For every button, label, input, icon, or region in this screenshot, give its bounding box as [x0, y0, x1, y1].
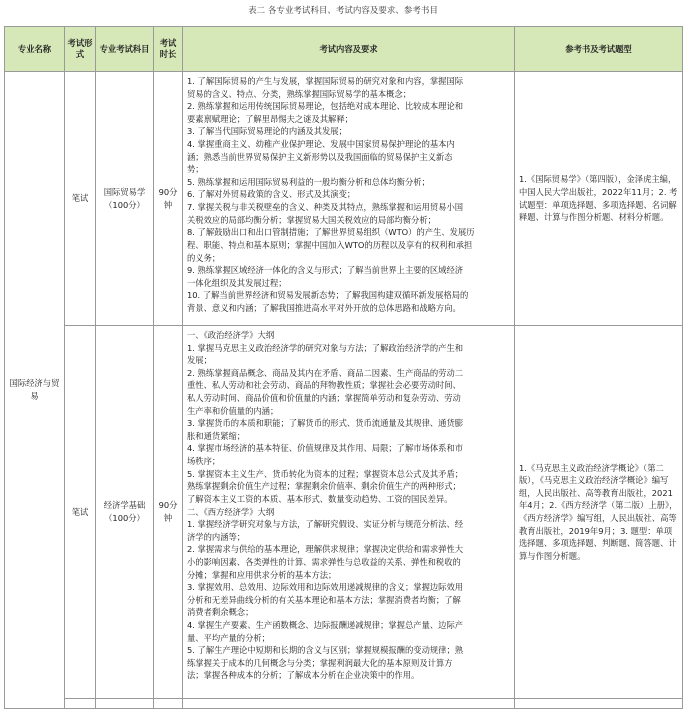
text-line: 发展； [187, 355, 212, 366]
text-line: 2. 掌握需求与供给的基本理论，理解供求规律；掌握决定供给和需求弹性大 [187, 544, 464, 555]
duration-cell: 90分钟 [154, 326, 183, 699]
text-line: 5. 掌握资本主义生产、货币转化为资本的过程；掌握资本总公式及其矛盾； [187, 468, 464, 479]
text-line: 6. 了解对外贸易政策的含义、形式及其演变； [187, 189, 356, 200]
subject-cell: 国际贸易学（100分） [96, 72, 154, 326]
text-line: 胀和通货紧缩； [187, 430, 246, 441]
form-cell: 笔试 [65, 72, 96, 326]
text-line: 2. 考试题型：单项选择题、多项选择 [519, 186, 678, 210]
text-line: 程、职能、特点和基本原则；掌握中国加入WTO的历程以及享有的权利和承担 [187, 239, 473, 250]
text-line: 2. 熟练掌握商品概念、商品及其内在矛盾、商品二因素、生产商品的劳动二 [187, 367, 464, 378]
text-line: 重性、私人劳动和社会劳动、商品的拜物教性质；掌握社会必要劳动时间、 [187, 380, 461, 391]
content-cell [183, 326, 515, 699]
text-line: 虎主编，中国人民大学出版社，2022 [519, 174, 677, 197]
text-line: 4. 掌握重商主义、幼稚产业保护理论、发展中国家贸易保护理论的基本内 [187, 139, 455, 150]
text-line: 1. 掌握马克思主义政治经济学的研究对象与方法；了解政治经济学的产生和 [187, 342, 464, 353]
text-line: 4. 掌握生产要素、生产函数概念、边际报酬递减规律；掌握总产量、边际产 [187, 620, 464, 631]
text-line: 年11月； [623, 186, 659, 197]
text-line: 私人劳动时间、商品价值和价值量的内涵；掌握简单劳动和复杂劳动、劳动 [187, 393, 461, 404]
header-form: 考试形式 [65, 27, 96, 72]
table-row [5, 326, 683, 699]
empty-cell [183, 699, 515, 709]
text-line: 8. 了解鼓励出口和出口管制措施；了解世界贸易组织（WTO）的产生、发展历 [187, 227, 475, 238]
empty-cell [96, 699, 154, 709]
duration-cell: 90分钟 [154, 72, 183, 326]
text-line: 9. 熟练掌握区域经济一体化的含义与形式；了解当前世界上主要的区域经济 [187, 265, 464, 276]
text-line: 1. 掌握经济学研究对象与方法，了解研究假设、实证分析与规范分析法、经 [187, 519, 464, 530]
text-line: 练掌握关于成本的几何概念与分类；掌握利润最大化的基本原则及计算方 [187, 657, 453, 668]
text-line: 分摊；掌握和应用供求分析的基本方法； [187, 569, 337, 580]
header-row [5, 27, 683, 72]
text-line: 一、《政治经济学》大纲 [187, 330, 275, 340]
refs-cell [515, 326, 683, 699]
text-line: 关税效应的局部均衡分析；掌握贸易大国关税效应的局部均衡分析； [187, 214, 436, 225]
text-line: 二、《西方经济学》大纲 [187, 506, 275, 517]
text-line: 背景、意义和内涵；了解我国推进高水平对外开放的总体思路和战略方向。 [187, 302, 461, 313]
header-major: 专业名称 [5, 27, 65, 72]
header-duration: 考试时长 [154, 27, 183, 72]
empty-cell [154, 699, 183, 709]
text-line: 了解资本主义工资的本质、基本形式、数量变动趋势、工资的国民差异。 [187, 493, 453, 504]
text-line: 2.《西方经济学（第二版）上册》， [549, 500, 678, 511]
header-subject: 专业考试科目 [96, 27, 154, 72]
text-line: 3. 了解当代国际贸易理论的内涵及其发展； [187, 126, 347, 137]
text-line: 法；掌握各种成本的分析；了解成本分析在企业决策中的作用。 [187, 670, 420, 681]
text-line: 小的影响因素、各类弹性的计算、需求弹性与总收益的关系、弹性和税收的 [187, 556, 461, 567]
text-line: 判断题、简答题、计算与作图分析题 [519, 538, 677, 561]
text-line: 分析和无差异曲线分析的有关基本理论和基本方法；掌握消费者均衡；了解 [187, 594, 461, 605]
text-line: 。 [577, 550, 586, 561]
text-line: 、高等教育出版社，2019年9月； [519, 513, 677, 536]
refs-cell [515, 72, 683, 326]
text-line: 一体化组织及其发展过程； [187, 277, 287, 288]
empty-cell [65, 699, 96, 709]
exam-table [4, 26, 683, 709]
text-line: 1. 了解国际贸易的产生与发展，掌握国际贸易的研究对象和内容，掌握国际 [187, 76, 464, 86]
text-line: 熟练掌握剩余价值生产过程；掌握剩余价值率、剩余价值生产的两种形式； [187, 481, 461, 492]
text-line: 1.《国际贸易学》（第四版），金泽 [519, 174, 644, 185]
text-line: 教育出版社，2021年4月； [519, 487, 673, 511]
text-line: 《西方经济学》编写组，人民出版社 [519, 513, 652, 523]
subject-cell: 经济学基础（100分） [96, 326, 154, 699]
text-line: 势； [187, 164, 204, 175]
text-line: 3. 掌握效用、总效用、边际效用和边际效用递减规律的含义；掌握边际效用 [187, 582, 464, 593]
text-line: 5. 熟练掌握和运用国际贸易利益的一般均衡分析和总体均衡分析； [187, 176, 430, 187]
form-cell: 笔试 [65, 326, 96, 699]
text-line: （第二版），《马克思主义政治经济 [519, 462, 664, 486]
table-row [5, 699, 683, 709]
text-line: 3. 掌握货币的本质和职能；了解货币的形式、货币流通量及其规律、通货膨 [187, 418, 464, 429]
text-line: 3. 题型：单项选择题、多项选择题、 [519, 525, 673, 549]
text-line: 贸易的含义、特点、分类，熟练掌握国际贸易学的基本概念； [187, 88, 412, 99]
text-line: 要素禀赋理论；了解里昂惕夫之谜及其解释； [187, 113, 353, 124]
text-line: 消费者剩余概念； [187, 607, 254, 618]
text-line: 1.《马克思主义政治经济学概论》 [519, 462, 644, 473]
text-line: 、材料分析题。 [610, 212, 669, 223]
header-refs: 参考书及考试题型 [515, 27, 683, 72]
text-line: 10. 了解当前世界经济和贸易发展新态势；了解我国构建双循环新发展格局的 [187, 290, 469, 301]
text-line: 2. 熟练掌握和运用传统国际贸易理论，包括绝对成本理论、比较成本理论和 [187, 101, 464, 112]
text-line: 的义务； [187, 252, 221, 263]
table-caption: 表二 各专业考试科目、考试内容及要求、参考书目 [248, 6, 438, 16]
empty-cell [515, 699, 683, 709]
header-content: 考试内容及要求 [183, 27, 515, 72]
text-line: 涵；熟悉当前世界贸易保护主义新形势以及我国面临的贸易保护主义新态 [187, 151, 453, 162]
text-line: 5. 了解生产理论中短期和长期的含义与区别；掌握规模报酬的变动规律；熟 [187, 645, 464, 656]
text-line: 题、名词解释题、计算与作图分析题 [519, 199, 677, 223]
text-line: 生产率和价值量的内涵； [187, 405, 279, 416]
text-line: 量、平均产量的分析； [187, 632, 270, 643]
text-line: 济学的内涵等； [187, 531, 246, 542]
text-line: 场秩序； [187, 456, 221, 467]
text-line: 学概论》编写组，人民出版社、高等 [519, 475, 669, 498]
text-line: 7. 掌握关税与非关税壁垒的含义、种类及其特点，熟练掌握和运用贸易小国 [187, 202, 464, 213]
table-row [5, 72, 683, 326]
major-name-cell: 国际经济与贸易 [5, 72, 65, 709]
content-cell [183, 72, 515, 326]
text-line: 4. 掌握市场经济的基本特征、价值规律及其作用、局限；了解市场体系和市 [187, 443, 464, 454]
